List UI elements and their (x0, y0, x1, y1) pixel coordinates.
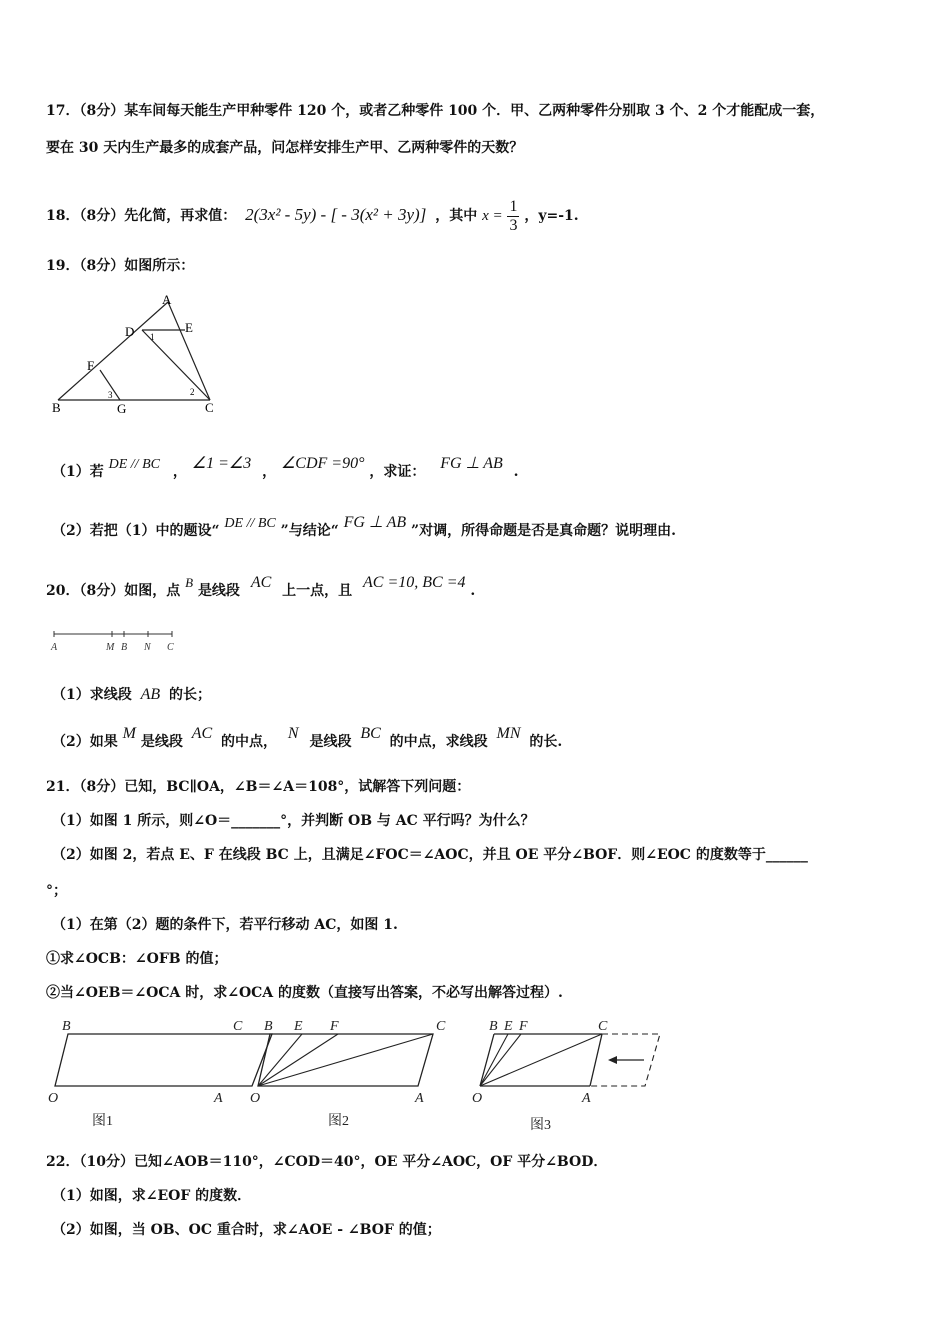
q17-line1: 17．（8分）某车间每天能生产甲种零件 120 个，或者乙种零件 100 个．甲、乙两种零件分别取 3 个、2 个才能配成一套， (46, 103, 825, 119)
q18-suffix: ，y=-1. (524, 208, 579, 225)
q19-p1-mid: ，求证： (369, 464, 426, 480)
q21-fig2-line-of (258, 1034, 338, 1086)
q21-part5: ②当∠OEB＝∠OCA 时，求∠OCA 的度数（直接写出答案，不必写出解答过程）. (46, 985, 563, 1001)
q21-fig2-label-e: E (294, 1019, 303, 1034)
q20-p2-prefix: （2）如果 (52, 734, 118, 750)
q21-fig2-caption: 图2 (328, 1114, 349, 1129)
q19-p1-prefix: （1）若 (52, 464, 104, 480)
q19-label-angle3: 3 (108, 390, 113, 400)
q21-fig2 (250, 1019, 446, 1129)
q20-p2-point-m: M (122, 725, 136, 742)
q19-p1-de-parallel-bc: DE // BC (108, 457, 160, 472)
q21-fig2-label-f: F (330, 1019, 339, 1034)
q19-p2-mid: ”与结论“ (280, 523, 339, 539)
q18-mid: ，其中 (435, 208, 478, 225)
q19-label-g: G (117, 401, 127, 416)
q19-triangle-figure (50, 292, 225, 417)
q20-p2-t4: 的中点，求线段 (389, 734, 488, 750)
q20-p2-seg-mn: MN (496, 725, 521, 742)
q19-p2-de-parallel-bc: DE // BC (224, 516, 276, 531)
q21-fig3-label-b: B (489, 1019, 498, 1034)
q20-p2-seg-bc: BC (360, 725, 381, 742)
q21-fig3-arrow-icon (608, 1056, 617, 1064)
q19-p1-fg-perp-ab: FG ⊥ AB (440, 455, 503, 472)
q21-part4: ①求∠OCB：∠OFB 的值； (46, 951, 228, 967)
q18-fraction (507, 198, 519, 234)
q19-p1-angle-eq: ∠1 =∠3 (191, 455, 252, 472)
q20-p2-t3: 是线段 (309, 734, 352, 750)
q20-prefix: 20．（8分）如图，点 (46, 583, 181, 599)
q21-title: 21．（8分）已知，BC∥OA，∠B＝∠A＝108°，试解答下列问题： (46, 779, 471, 795)
q21-fig2-label-c: C (436, 1019, 446, 1034)
q22-part1: （1）如图，求∠EOF 的度数． (52, 1188, 252, 1204)
q19-part1: （1）若 DE // BC ， ∠1 =∠3 ， ∠CDF =90° ，求证： FG ⊥ AB . (52, 455, 519, 480)
q21-fig3-label-c: C (598, 1019, 608, 1034)
q19-label-c: C (205, 400, 214, 415)
q21-fig1-caption: 图1 (92, 1114, 113, 1129)
q21-part2-degree: °； (46, 883, 67, 899)
q19-side-ac (168, 302, 210, 400)
q20-segment-figure (48, 628, 183, 656)
q21-fig3 (472, 1019, 660, 1133)
q21-figures (40, 1014, 680, 1138)
q20-condition: AC =10, BC =4 (363, 574, 466, 591)
q19-p2-prefix: （2）若把（1）中的题设“ (52, 523, 220, 539)
q18-frac-den: 3 (509, 216, 518, 234)
q21-part2: （2）如图 2，若点 E、F 在线段 BC 上，且满足∠FOC＝∠AOC，并且 OE 平分∠BOF．则∠EOC 的度数等于______ (52, 847, 808, 863)
q19-p2-fg-perp-ab: FG ⊥ AB (343, 514, 407, 531)
q20-seg-ac: AC (250, 574, 272, 591)
q21-fig3-caption: 图3 (530, 1118, 551, 1133)
q20-p2-seg-ac: AC (191, 725, 213, 742)
q22-part2: （2）如图，当 OB、OC 重合时，求∠AOE - ∠BOF 的值； (52, 1222, 441, 1238)
q21-fig3-label-a: A (582, 1091, 591, 1106)
q21-fig3-line-oc (480, 1034, 602, 1086)
q22-title: 22．（10分）已知∠AOB＝110°，∠COD＝40°，OE 平分∠AOC，OF 平分∠BOD． (46, 1154, 608, 1170)
q21-part3: （1）在第（2）题的条件下，若平行移动 AC，如图 1. (52, 917, 398, 933)
q18-prefix: 18．（8分）先化简，再求值： (46, 208, 237, 225)
q19-side-ba (58, 302, 168, 400)
q20-point-b: B (185, 575, 194, 590)
q21-fig1-label-a: A (214, 1091, 223, 1106)
q20-label-n: N (144, 642, 151, 653)
q17-line2: 要在 30 天内生产最多的成套产品，问怎样安排生产甲、乙两种零件的天数？ (46, 140, 524, 156)
q19-part2 (52, 514, 676, 542)
q19-label-b: B (52, 400, 61, 415)
q20-p1-seg-ab: AB (140, 686, 161, 703)
q21-fig1 (48, 1019, 272, 1129)
q19-p1-angle-cdf: ∠CDF =90° (280, 455, 365, 472)
q19-label-angle1: 1 (150, 332, 155, 342)
q18-expression: 2(3x² - 5y) - [ - 3(x² + 3y)] (245, 205, 427, 225)
q21-fig3-line-oe (480, 1034, 508, 1086)
q21-fig1-label-o: O (48, 1091, 59, 1106)
q18-line (46, 198, 579, 234)
q21-fig1-label-c: C (233, 1019, 243, 1034)
q21-fig2-label-b: B (264, 1019, 273, 1034)
q19-label-e: E (185, 320, 193, 335)
q20-line: 20．（8分）如图，点 B 是线段 AC 上一点，且 AC =10, BC =4 . (46, 574, 476, 599)
q20-part1 (52, 684, 211, 706)
q19-label-a: A (162, 292, 172, 307)
q20-label-m: M (106, 642, 115, 653)
q21-fig3-label-e: E (504, 1019, 513, 1034)
q21-fig1-quad (55, 1034, 272, 1086)
q21-fig3-label-f: F (519, 1019, 528, 1034)
q20-part2 (52, 725, 563, 753)
q21-part1: （1）如图 1 所示，则∠O＝_______°，并判断 OB 与 AC 平行吗？为什么？ (52, 813, 535, 829)
q18-frac-num: 1 (509, 198, 518, 215)
q19-p2-suffix: ”对调，所得命题是否是真命题？说明理由. (411, 523, 676, 539)
q20-label-c: C (167, 642, 174, 653)
q21-fig3-line-ac (590, 1034, 602, 1086)
q19-label-d: D (125, 324, 135, 339)
q20-p2-t5: 的长. (529, 734, 563, 750)
q20-t2: 上一点，且 (282, 583, 353, 599)
q18-x-label: x = (482, 208, 503, 225)
q21-fig2-line-oc (258, 1034, 433, 1086)
q20-p2-t2: 的中点， (221, 734, 278, 750)
q19-label-f: F (87, 358, 95, 373)
q20-label-b: B (121, 642, 128, 653)
q21-fig2-label-o: O (250, 1091, 261, 1106)
q21-fig1-label-b: B (62, 1019, 71, 1034)
q21-fig3-line-ob (480, 1034, 494, 1086)
q20-p2-point-n: N (287, 725, 299, 742)
q21-fig3-line-of (480, 1034, 521, 1086)
q19-title: 19．（8分）如图所示： (46, 258, 195, 274)
q21-fig2-label-a: A (415, 1091, 424, 1106)
q19-label-angle2: 2 (190, 387, 195, 397)
q20-p2-t1: 是线段 (140, 734, 183, 750)
q21-fig3-label-o: O (472, 1091, 483, 1106)
q20-t1: 是线段 (197, 583, 240, 599)
q20-p1-suffix: 的长； (169, 687, 212, 703)
q20-p1-prefix: （1）求线段 (52, 687, 132, 703)
q20-label-a: A (51, 642, 58, 653)
